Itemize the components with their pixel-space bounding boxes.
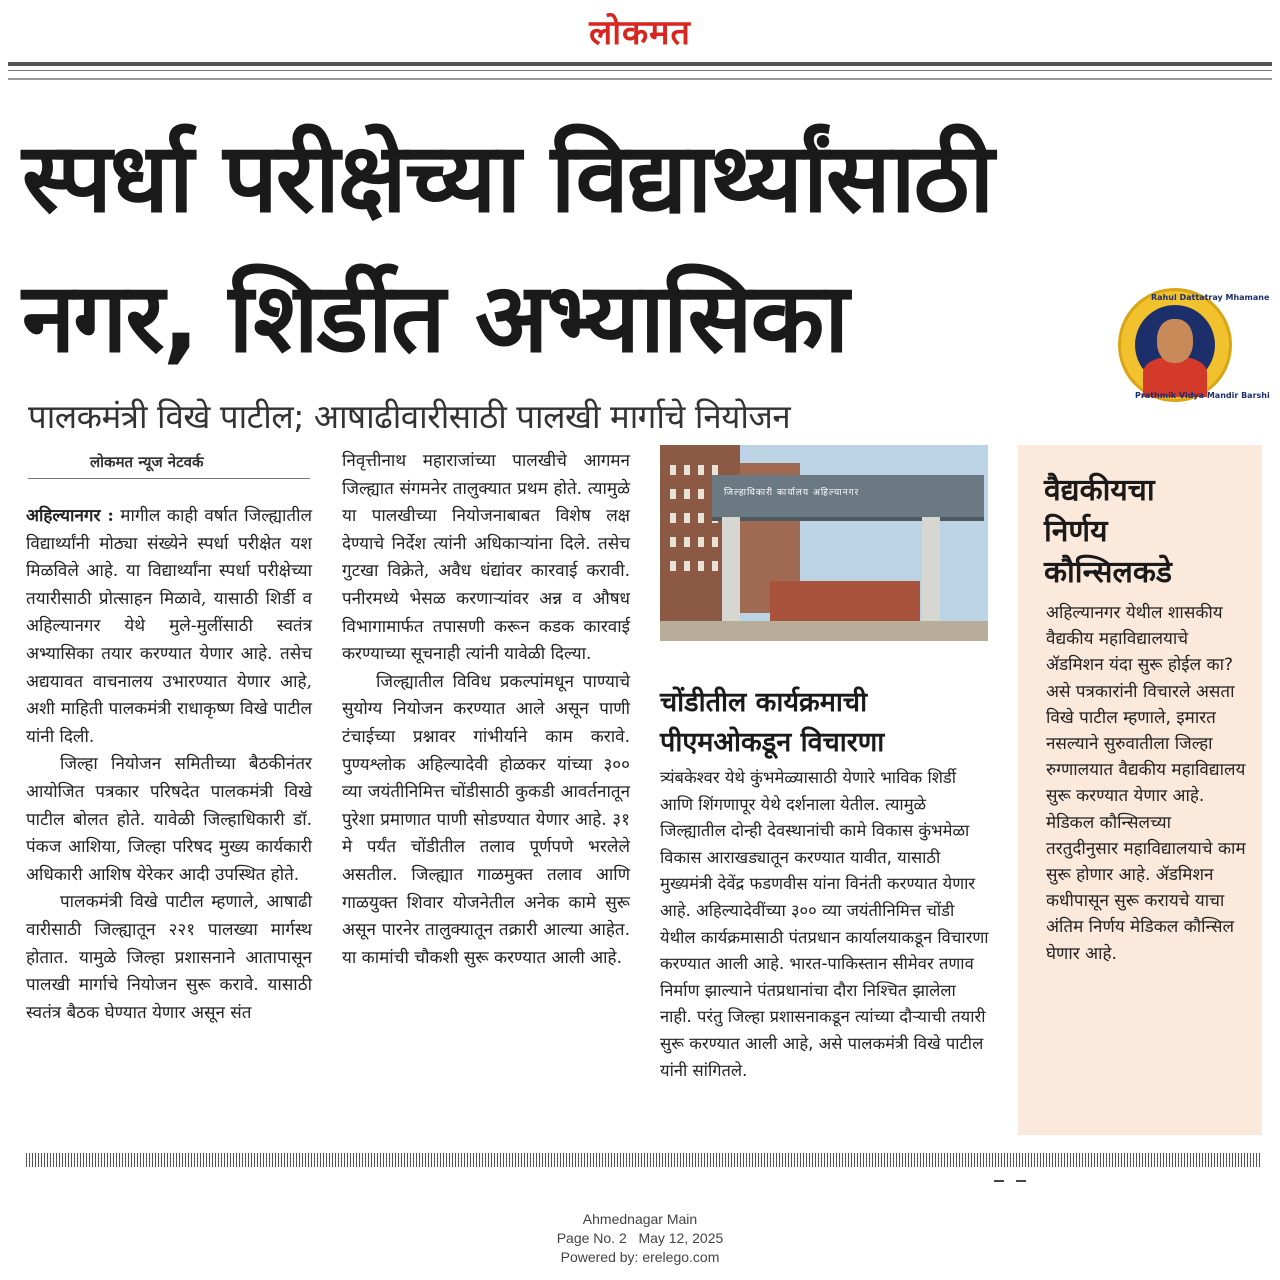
article-column-2: [342, 448, 630, 972]
footer-powered-by: Powered by: erelego.com: [560, 1249, 720, 1265]
dateline: अहिल्यानगर :: [26, 506, 114, 526]
subheadline: पालकमंत्री विखे पाटील; आषाढीवारीसाठी पालखी मार्गाचे नियोजन: [28, 397, 791, 436]
footer-edition: Ahmednagar Main: [582, 1211, 698, 1227]
badge-photo: [1135, 305, 1215, 385]
photo-gate-arch: [712, 475, 984, 521]
middle-story-body: त्र्यंबकेश्वर येथे कुंभमेळ्यासाठी येणारे भाविक शिर्डी आणि शिंगणापूर येथे दर्शनाला येतील. त्यामुळे जिल्ह्यातील दोन्ही देवस्थानांची कामे विकास कुंभमेळा विकास आराखड्यातून करण्यात यावीत, यासाठी मुख्यमंत्री देवेंद्र फडणवीस यांना विनंती करण्यात येणार आहे. अहिल्यादेवींच्या ३०० व्या जयंतीनिमित्त चोंडी येथील कार्यक्रमासाठी पंतप्रधान कार्यालयाकडून विचारणा करण्यात आली आहे. भारत-पाकिस्तान सीमेवर तणाव निर्माण झाल्याने पंतप्रधानांचा दौरा निश्चित झालेला नाही. परंतु जिल्हा प्रशासनाकडून त्यांच्या दौऱ्याची तयारी सुरू करण्यात आली आहे, असे पालकमंत्री विखे पाटील यांनी सांगितले.: [660, 768, 989, 1080]
headline-line-2: नगर, शिर्डीत अभ्यासिका: [22, 262, 848, 374]
sidebar-heading-line-1: वैद्यकीयचा: [1044, 473, 1155, 508]
badge-school: Prathmik Vidya Mandir Barshi: [1135, 391, 1270, 400]
collector-office-photo: [660, 445, 988, 641]
article-paragraph-2: जिल्हा नियोजन समितीच्या बैठकीनंतर आयोजित पत्रकार परिषदेत पालकमंत्री विखे पाटील बोलत होते. यावेळी जिल्हाधिकारी डॉ. पंकज आशिया, जिल्हा परिषद मुख्य कार्यकारी अधिकारी आशिष येरेकर आदी उपस्थित होते.: [26, 754, 312, 885]
middle-story-heading-line-2: पीएमओकडून विचारणा: [660, 727, 885, 758]
sidebar-body: अहिल्यानगर येथील शासकीय वैद्यकीय महाविद्यालयाचे ॲडमिशन यंदा सुरू होईल का? असे पत्रकारांनी विचारले असता विखे पाटील म्हणाले, इमारत नसल्याने सुरुवातीला जिल्हा रुग्णालयात वैद्यकीय महाविद्यालय सुरू करण्यात येणार आहे. मेडिकल कौन्सिलच्या तरतुदीनुसार महाविद्यालयाचे काम सुरू होणार आहे. ॲडमिशन कधीपासून सुरू करायचे याचा अंतिम निर्णय मेडिकल कौन्सिल घेणार आहे.: [1046, 603, 1246, 964]
badge-name: Rahul Dattatray Mhamane: [1151, 293, 1270, 302]
footer-page-date: [0, 1229, 1280, 1248]
headline-line-1: स्पर्धा परीक्षेच्या विद्यार्थ्यांसाठी: [22, 122, 993, 234]
middle-story-heading-line-1: चोंडीतील कार्यक्रमाची: [660, 687, 868, 718]
sidebar-heading-line-3: कौन्सिलकडे: [1044, 555, 1172, 590]
photo-ground: [660, 621, 988, 641]
middle-story-heading: [660, 683, 884, 763]
header-rule-thick: [8, 62, 1272, 66]
badge-face: [1157, 319, 1193, 363]
photo-pillar-right: [922, 517, 940, 627]
photo-pillar-left: [722, 517, 740, 627]
article-paragraph-1-text: मागील काही वर्षात जिल्ह्यातील विद्यार्थ्यांनी मोठ्या संख्येने स्पर्धा परीक्षेत यश मिळविले आहे. या विद्यार्थ्यांना स्पर्धा परीक्षेच्या तयारीसाठी प्रोत्साहन मिळावे, यासाठी शिर्डी व अहिल्यानगर येथे मुले-मुलींसाठी स्वतंत्र अभ्यासिका तयार करण्यात येणार आहे. तसेच अद्ययावत वाचनालय उभारण्यात येणार आहे, अशी माहिती पालकमंत्री राधाकृष्ण विखे पाटील यांनी दिली.: [26, 506, 312, 747]
header-rule-thin: [8, 70, 1272, 71]
article-paragraph-4: निवृत्तीनाथ महाराजांच्या पालखीचे आगमन जिल्ह्यात संगमनेर तालुक्यात प्रथम होते. त्यामुळे या पालखीच्या नियोजनाबाबत विशेष लक्ष देण्याचे निर्देश त्यांनी अधिकाऱ्यांना दिले. तसेच गुटखा विक्रेते, अवैध धंद्यांवर कारवाई करावी. पनीरमध्ये भेसळ करणाऱ्यांवर अन्न व औषध विभागामार्फत तपासणी करून कडक कारवाई करण्याच्या सूचनाही त्यांनी यावेळी दिल्या.: [342, 451, 630, 665]
header-rule-lower: [8, 78, 1272, 80]
page-barcode-strip: [26, 1153, 1262, 1167]
article-paragraph-3: पालकमंत्री विखे पाटील म्हणाले, आषाढी वारीसाठी जिल्ह्यातून २२१ पालख्या मार्गस्थ होतात. यामुळे जिल्हा प्रशासनाने आतापासून पालखी मार्गाचे नियोजन सुरू करावे. यासाठी स्वतंत्र बैठक घेण्यात येणार असून संत: [26, 892, 312, 1023]
article-paragraph-1: [26, 503, 312, 751]
photo-gate-text: जिल्हाधिकारी कार्यालय अहिल्यानगर: [724, 488, 860, 498]
article-paragraph-5: जिल्ह्यातील विविध प्रकल्पांमधून पाण्याचे सुयोग्य नियोजन करण्यात आले असून पाणी टंचाईच्या प्रश्नावर गांभीर्याने काम करावे. पुण्यश्लोक अहिल्यादेवी होळकर यांच्या ३०० व्या जयंतीनिमित्त चोंडीसाठी कुकडी आवर्तनातून पुरेशा प्रमाणात पाणी सोडण्यात येणार आहे. ३१ मे पर्यंत चोंडीतील तलाव पूर्णपणे भरलेले असतील. जिल्ह्यात गाळमुक्त तलाव आणि गाळयुक्त शिवार योजनेतील अनेक कामे सुरू असून पारनेर तालुक्यातून तक्रारी आल्या आहेत. या कामांची चौकशी सुरू करण्यात आली आहे.: [342, 671, 630, 968]
footer-page: Page No. 2: [556, 1230, 627, 1246]
reporter-badge: [1118, 288, 1270, 402]
byline: लोकमत न्यूज नेटवर्क: [90, 453, 204, 471]
masthead-logo: लोकमत: [589, 13, 691, 53]
byline-rule: [28, 478, 310, 479]
footer-date: May 12, 2025: [638, 1230, 724, 1246]
sidebar-heading: [1044, 470, 1172, 593]
article-column-1: [26, 503, 312, 1027]
page-dashes: [994, 1180, 1028, 1182]
sidebar-heading-line-2: निर्णय: [1044, 514, 1108, 549]
